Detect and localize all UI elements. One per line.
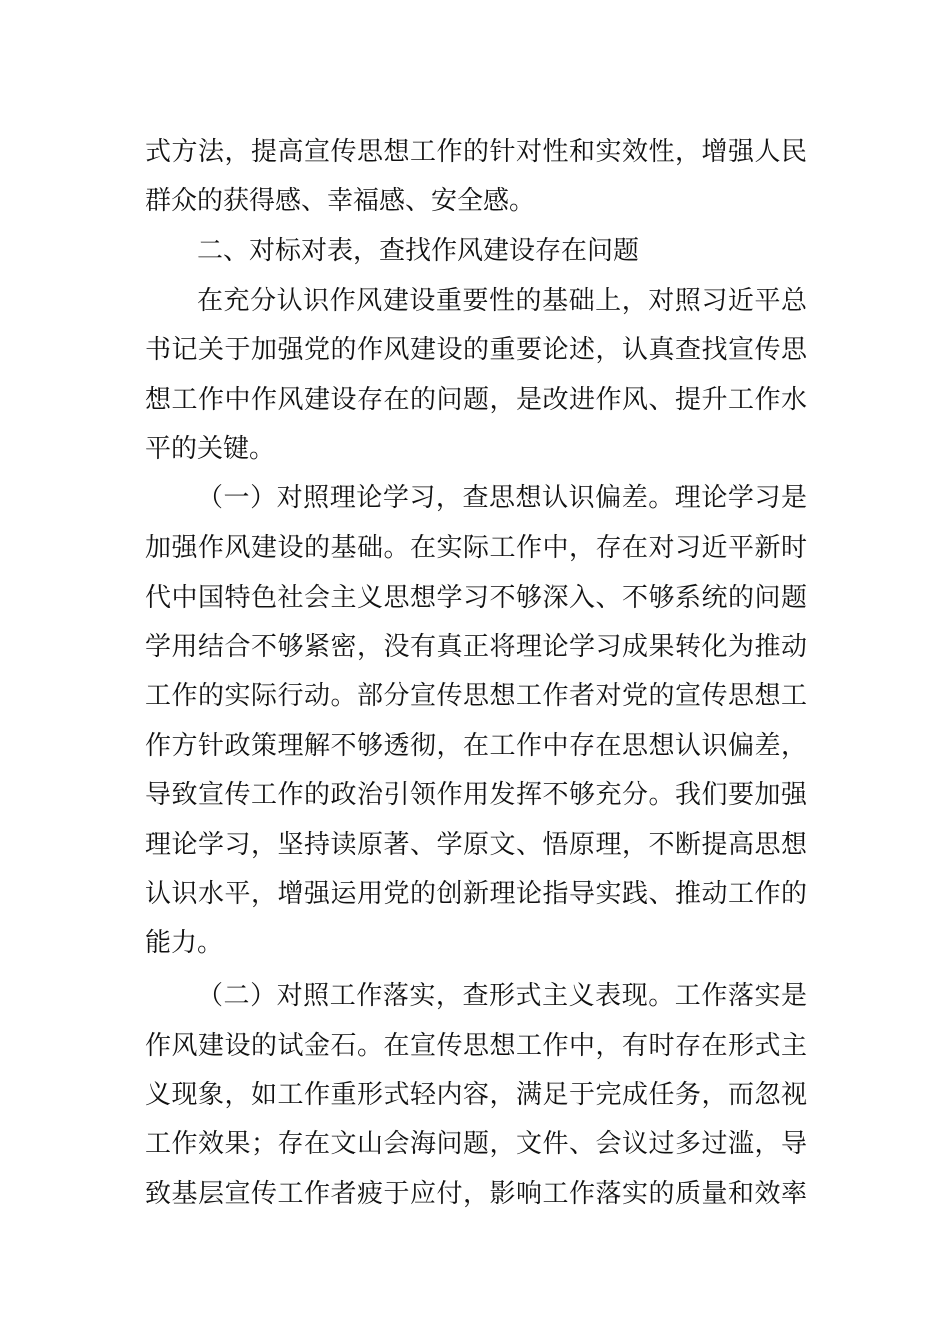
body-text-line: 理论学习，坚持读原著、学原文、悟原理，不断提高思想 (145, 830, 807, 860)
section-heading: 二、对标对表，查找作风建设存在问题 (197, 236, 640, 266)
body-text-line: 代中国特色社会主义思想学习不够深入、不够系统的问题 (145, 583, 807, 613)
body-text-line: 认识水平，增强运用党的创新理论指导实践、推动工作的 (145, 879, 807, 909)
body-text-line: 想工作中作风建设存在的问题，是改进作风、提升工作水 (145, 385, 807, 415)
body-text-line: （二）对照工作落实，查形式主义表现。工作落实是 (197, 981, 807, 1011)
body-text-line: 导致宣传工作的政治引领作用发挥不够充分。我们要加强 (145, 780, 807, 810)
body-text-line: 作风建设的试金石。在宣传思想工作中，有时存在形式主 (145, 1031, 807, 1061)
body-text-line: 工作的实际行动。部分宣传思想工作者对党的宣传思想工 (145, 681, 807, 711)
body-text-line: 义现象，如工作重形式轻内容，满足于完成任务，而忽视 (145, 1080, 807, 1110)
body-text-line: 工作效果；存在文山会海问题，文件、会议过多过滥，导 (145, 1129, 807, 1159)
body-text-line: 平的关键。 (145, 434, 276, 464)
body-text-line: 能力。 (145, 928, 224, 958)
body-text-line: 在充分认识作风建设重要性的基础上，对照习近平总 (197, 286, 807, 316)
body-text-line: 群众的获得感、幸福感、安全感。 (145, 186, 536, 216)
body-text-line: 式方法，提高宣传思想工作的针对性和实效性，增强人民 (145, 137, 807, 167)
body-text-line: （一）对照理论学习，查思想认识偏差。理论学习是 (197, 483, 807, 513)
body-text-line: 学用结合不够紧密，没有真正将理论学习成果转化为推动 (145, 632, 807, 662)
body-text-line: 加强作风建设的基础。在实际工作中，存在对习近平新时 (145, 533, 807, 563)
body-text-line: 致基层宣传工作者疲于应付，影响工作落实的质量和效率 (145, 1179, 807, 1209)
body-text-line: 作方针政策理解不够透彻，在工作中存在思想认识偏差， (145, 731, 807, 761)
body-text-line: 书记关于加强党的作风建设的重要论述，认真查找宣传思 (145, 335, 807, 365)
